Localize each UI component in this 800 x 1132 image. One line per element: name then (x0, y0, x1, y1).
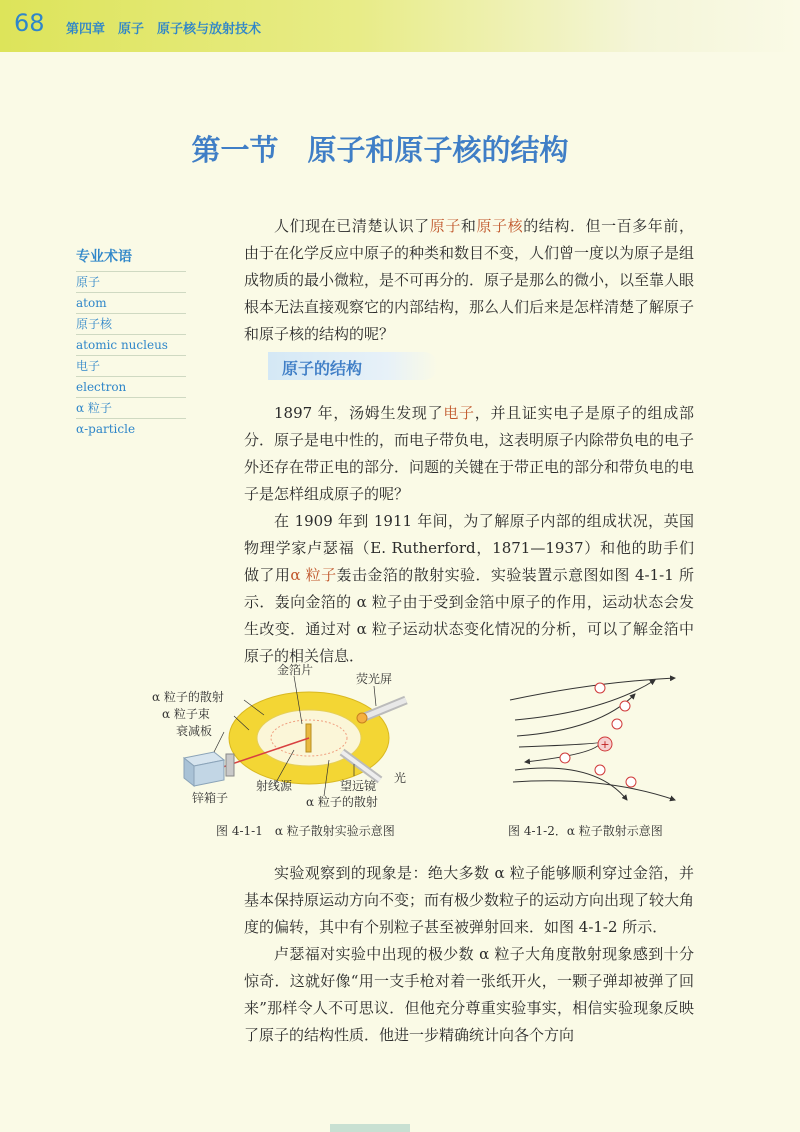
figure-scattering-paths (505, 672, 685, 802)
glossary-term: atom (76, 292, 186, 313)
text-run: 1897 年，汤姆生发现了 (274, 404, 444, 422)
label-beam: α 粒子束 (162, 707, 210, 721)
paragraph: 卢瑟福对实验中出现的极少数 α 粒子大角度散射现象感到十分惊奇．这就好像“用一支手枪对着一张纸开火，一颗子弹却被弹了回来”那样令人不可思议．但他充分尊重实验事实，相信实验现象反映了原子的结构性质．他进一步精确统计向各个方向 (244, 945, 694, 1044)
label-zinc-box: 锌箱子 (192, 791, 229, 805)
glossary-term: 原子 (76, 271, 186, 292)
text-run: 和 (460, 217, 477, 235)
label-telescope: 望远镜 (340, 779, 377, 793)
text-run: 在 1909 年到 1911 年间，为了解原子内部的组成状况，英国物理学家卢瑟福（E. Rutherford，1871—1937）和他的助手们做了用 (244, 512, 694, 584)
alpha-path (517, 694, 635, 736)
alpha-path (515, 680, 655, 720)
label-scatter-bottom: α 粒子的散射 (306, 795, 378, 809)
figure1-caption: 图 4-1-1 α 粒子散射实验示意图 (216, 824, 395, 838)
chapter-title: 第四章 原子 原子核与放射技术 (66, 22, 262, 37)
keyword-electron: 电子 (443, 404, 475, 422)
figure-scattering-apparatus (144, 660, 444, 810)
subheading: 原子的结构 (282, 359, 363, 378)
alpha-particle (595, 683, 605, 693)
glossary-sidebar (76, 246, 186, 439)
glossary-term: 电子 (76, 355, 186, 376)
zinc-box (184, 752, 234, 786)
page-footer-strip (330, 1124, 410, 1132)
glossary-term: atomic nucleus (76, 334, 186, 355)
body-paragraphs-1 (244, 400, 694, 670)
subheading-banner (268, 352, 438, 380)
text-run: 轰击金箔的散射实验．实验装置示意图如图 4-1-1 所示．轰向金箔的 α 粒子由于受到金箔中原子的作用，运动状态会发生改变．通过对 α 粒子运动状态变化情况的分析，可以了解金箔中原子的相关信息． (244, 566, 694, 665)
section-title: 第一节 原子和原子核的结构 (191, 133, 569, 167)
alpha-path (515, 768, 627, 800)
text-run: 的结构．但一百多年前，由于在化学反应中原子的种类和数目不变，人们曾一度以为原子是组成物质的最小微粒，是不可再分的．原子是那么的微小，以至靠人眼根本无法直接观察它的内部结构，那么人们后来是怎样清楚了解原子和原子核的结构的呢？ (244, 217, 695, 343)
intro-paragraph (244, 213, 694, 348)
label-foil: 金箔片 (277, 663, 314, 677)
text-run: 人们现在已清楚认识了 (274, 217, 430, 235)
nucleus-sign: + (600, 738, 610, 751)
keyword-atom: 原子 (429, 217, 461, 235)
alpha-particle (612, 719, 622, 729)
keyword-alpha: α 粒子 (290, 566, 337, 584)
glossary-term: α 粒子 (76, 397, 186, 418)
figure2-caption: 图 4-1-2．α 粒子散射示意图 (508, 824, 663, 838)
body-paragraphs-2 (244, 860, 694, 1049)
alpha-particle (560, 753, 570, 763)
label-attenuator: 衰减板 (176, 724, 213, 738)
keyword-nucleus: 原子核 (476, 217, 524, 235)
alpha-path (510, 678, 675, 700)
text-run: ，并且证实电子是原子的组成部分．原子是电中性的，而电子带负电，这表明原子内除带负电的电子外还存在带正电的部分．问题的关键在于带正电的部分和带负电的电子是怎样组成原子的呢？ (244, 404, 695, 503)
glossary-title: 专业术语 (76, 249, 132, 265)
label-light: 光 (394, 771, 407, 785)
label-screen: 荧光屏 (356, 672, 393, 686)
label-scatter-top: α 粒子的散射 (152, 690, 224, 704)
alpha-particles (560, 683, 636, 787)
paragraph: 实验观察到的现象是：绝大多数 α 粒子能够顺利穿过金箔，并基本保持原运动方向不变；而有极少数粒子的运动方向出现了较大角度的偏转，其中有个别粒子甚至被弹射回来．如图 4-1-2 所示． (244, 864, 695, 936)
alpha-particle (626, 777, 636, 787)
alpha-particle (595, 765, 605, 775)
glossary-term: electron (76, 376, 186, 397)
alpha-particle (620, 701, 630, 711)
glossary-term: α-particle (76, 418, 186, 439)
glossary-term: 原子核 (76, 313, 186, 334)
alpha-path (513, 781, 675, 800)
page-number: 68 (14, 9, 45, 37)
header-bar (0, 0, 800, 52)
label-source: 射线源 (256, 779, 293, 793)
